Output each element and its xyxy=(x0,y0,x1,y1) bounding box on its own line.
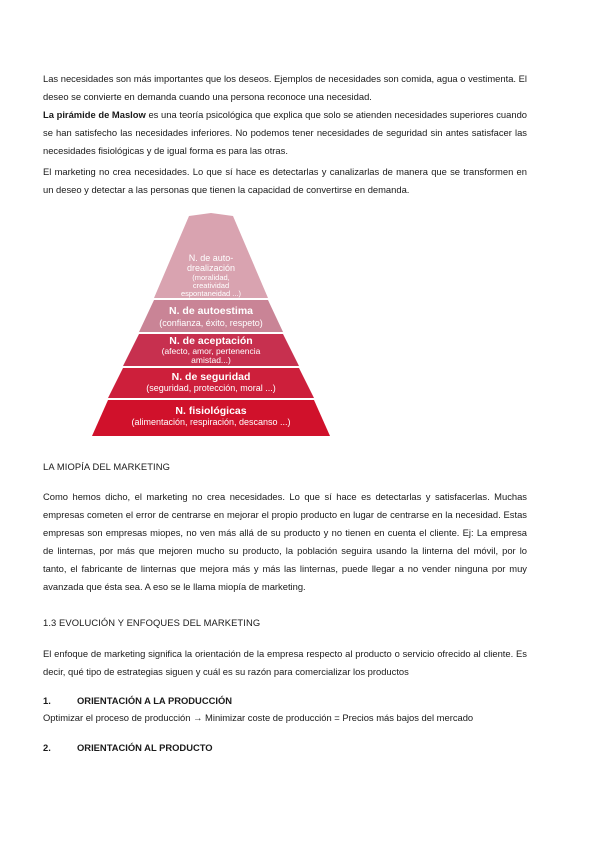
level1-title: N. de auto- xyxy=(188,253,234,263)
needs-text: Las necesidades son más importantes que los deseos. Ejemplos de necesidades son comida, agua o vestimenta. El deseo se convierte en demanda cuando una persona reconoce una necesidad. xyxy=(43,73,527,102)
level5-sub: (alimentación, respiración, descanso ...) xyxy=(131,417,291,427)
level3-title: N. de aceptación xyxy=(169,335,253,347)
miopia-paragraph: Como hemos dicho, el marketing no crea necesidades. Lo que sí hace es detectarlas y satisfacerlas. Muchas empresas cometen el error de centrarse en mejorar el propio producto en lugar de centrarse en la necesidad. Estas empresas son empresas miopes, no ven más allá de su producto y no tienen en cuenta el cliente. Ej: La empresa de linternas, por más que mejoren mucho su producto, la población seguira usando la linterna del móvil, por lo tanto, el fabricante de linternas que mejora más y más las linternas, puede llegar a no vender ninguna por muy avanzada que ésta sea. A eso se le llama miopía de marketing. xyxy=(43,491,527,592)
evolucion-heading: 1.3 EVOLUCIÓN Y ENFOQUES DEL MARKETING xyxy=(43,617,261,628)
level3-sub2: amistad...) xyxy=(191,355,231,365)
level1-line5: espontaneidad ...) xyxy=(180,289,242,298)
level4-sub: (seguridad, protección, moral ...) xyxy=(146,383,276,393)
orientation-item-1-heading xyxy=(43,692,527,710)
level2-title: N. de autoestima xyxy=(168,305,254,317)
level5-title: N. fisiológicas xyxy=(175,405,247,417)
level1-line3: (moralidad, xyxy=(192,273,230,282)
level2-sub: (confianza, éxito, respeto) xyxy=(159,318,263,328)
item-number: 1. xyxy=(43,695,51,706)
evolucion-paragraph: El enfoque de marketing significa la orientación de la empresa respecto al producto o servicio ofrecido al cliente. Es decir, qué tipo de estrategias siguen y cuál es su razón para comercializar los productos xyxy=(43,648,527,677)
level4-title: N. de seguridad xyxy=(171,371,251,383)
maslow-term: La pirámide de Maslow xyxy=(43,109,146,120)
maslow-text: es una teoría psicológica que explica que solo se atienden necesidades superiores cuando se han satisfecho las necesidades inferiores. No podemos tener necesidades de seguridad sin antes satisfacer las necesidades fisiológicas y de igual forma es para las otras. xyxy=(43,109,528,156)
item-title: ORIENTACIÓN AL PRODUCTO xyxy=(77,742,213,753)
miopia-heading: LA MIOPÍA DEL MARKETING xyxy=(43,461,170,472)
level1-line4: creatividad xyxy=(192,281,230,290)
marketing-paragraph: El marketing no crea necesidades. Lo que sí hace es detectarlas y canalizarlas de manera que se transformen en un deseo y detectar a las personas que tienen la capacidad de convertirse en demanda. xyxy=(43,166,527,195)
level1-line2: drealización xyxy=(186,263,236,273)
orientation-item-1-desc: Optimizar el proceso de producción → Minimizar coste de producción = Precios más bajos del mercado xyxy=(43,712,474,723)
level3-sub: (afecto, amor, pertenencia xyxy=(161,346,261,356)
item-title: ORIENTACIÓN A LA PRODUCCIÓN xyxy=(77,695,233,706)
orientation-item-2-heading xyxy=(43,739,527,757)
item-number: 2. xyxy=(43,742,51,753)
